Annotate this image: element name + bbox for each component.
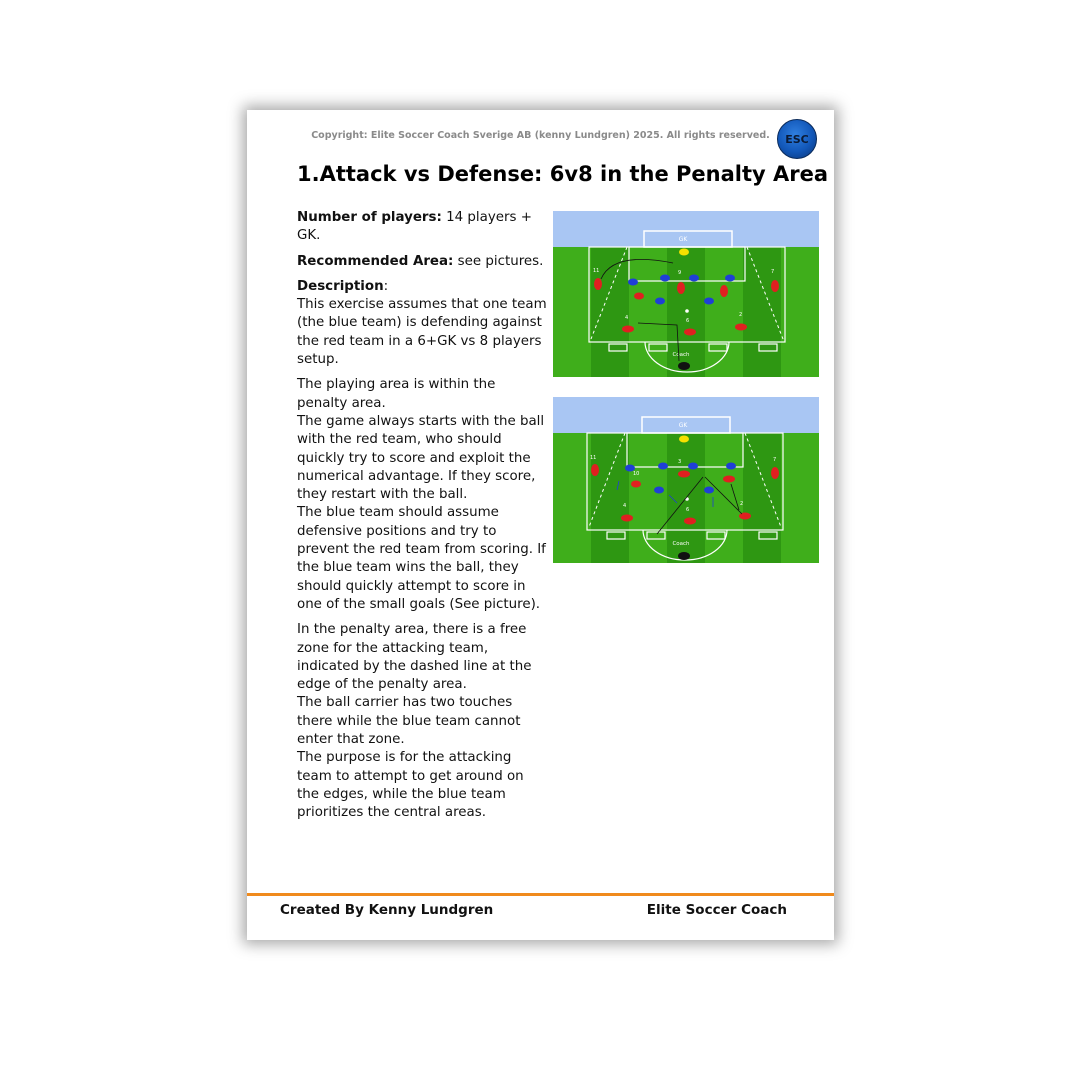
paragraph-7: The purpose is for the attacking team to attempt to get around on the edges, while the blue team prioritizes the central areas. [297,750,524,821]
player-number: 4 [625,315,629,321]
pitch-stripe [591,433,629,563]
blue-player [654,487,664,494]
blue-player [689,275,699,282]
blue-player [660,275,670,282]
drill-diagram-2 [553,397,819,563]
pitch-stripe [591,247,629,377]
footer-divider [247,893,834,896]
description-label: Description [297,278,384,294]
red-player [621,515,633,522]
red-player [622,326,634,333]
red-player [771,280,779,292]
coach [678,552,690,560]
player-number: 6 [686,507,690,513]
blue-player [704,487,714,494]
player-number: 3 [678,459,682,465]
red-player [771,467,779,479]
players-line [297,209,549,246]
area-line [297,253,549,271]
player-number: 2 [740,501,744,507]
footer-brand: Elite Soccer Coach [646,902,787,918]
blue-player [658,463,668,470]
pitch-stripe [743,433,781,563]
goalkeeper [679,436,689,443]
gk-label: GK [678,236,688,243]
player-number: 4 [623,503,627,509]
text-column [297,209,549,823]
coach-label: Coach [672,352,690,358]
goalkeeper [679,249,689,256]
paragraph-6: The ball carrier has two touches there while the blue team cannot enter that zone. [297,695,521,748]
red-player [739,513,751,520]
red-player [720,285,728,297]
coach [678,362,690,370]
red-player [684,329,696,336]
blue-player [628,279,638,286]
blue-player [688,463,698,470]
player-number: 11 [593,268,600,274]
red-player [594,278,602,290]
red-player [677,282,685,294]
red-player [684,518,696,525]
red-player [634,293,644,300]
player-number: 7 [773,457,777,463]
player-number: 11 [590,455,597,461]
footer-author: Created By Kenny Lundgren [280,902,494,918]
page-title: 1.Attack vs Defense: 6v8 in the Penalty Area [297,162,829,186]
red-player [678,471,690,478]
document-page [247,110,834,940]
blue-player [725,275,735,282]
player-number: 10 [633,471,640,477]
paragraph-2: The playing area is within the penalty area. [297,377,496,411]
red-player [591,464,599,476]
player-number: 9 [678,270,682,276]
players-value: 14 players + GK. [297,210,532,244]
blue-player [655,298,665,305]
red-player [723,476,735,483]
pitch-stripe [743,247,781,377]
esc-logo: ESC [777,119,817,159]
player-number: 2 [739,312,743,318]
player-number: 7 [771,269,775,275]
red-player [631,481,641,488]
ball [685,309,689,313]
gk-label: GK [678,422,688,429]
player-number: 6 [686,318,690,324]
drill-diagram-1 [553,211,819,377]
area-value: see pictures. [457,253,544,269]
paragraph-5: In the penalty area, there is a free zone for the attacking team, indicated by the dashed line at the edge of the penalty area. [297,622,532,693]
players-label: Number of players: [297,210,442,225]
blue-player [726,463,736,470]
area-label: Recommended Area: [297,253,454,269]
paragraph-1: This exercise assumes that one team (the blue team) is defending against the red team in a 6+GK vs 8 players setup. [297,297,547,368]
paragraph-3: The game always starts with the ball with the red team, who should quickly try to score and exploit the numerical advantage. If they score, they restart with the ball. [297,413,545,503]
description-colon: : [383,278,389,294]
blue-player [704,298,714,305]
red-player [735,324,747,331]
description-heading [297,278,549,296]
copyright-notice: Copyright: Elite Soccer Coach Sverige AB (kenny Lundgren) 2025. All rights reserved. [311,130,770,141]
coach-label: Coach [672,541,690,547]
paragraph-4: The blue team should assume defensive positions and try to prevent the red team from scoring. If the blue team wins the ball, they should quickly attempt to score in one of the small goals (See picture). [297,505,546,612]
